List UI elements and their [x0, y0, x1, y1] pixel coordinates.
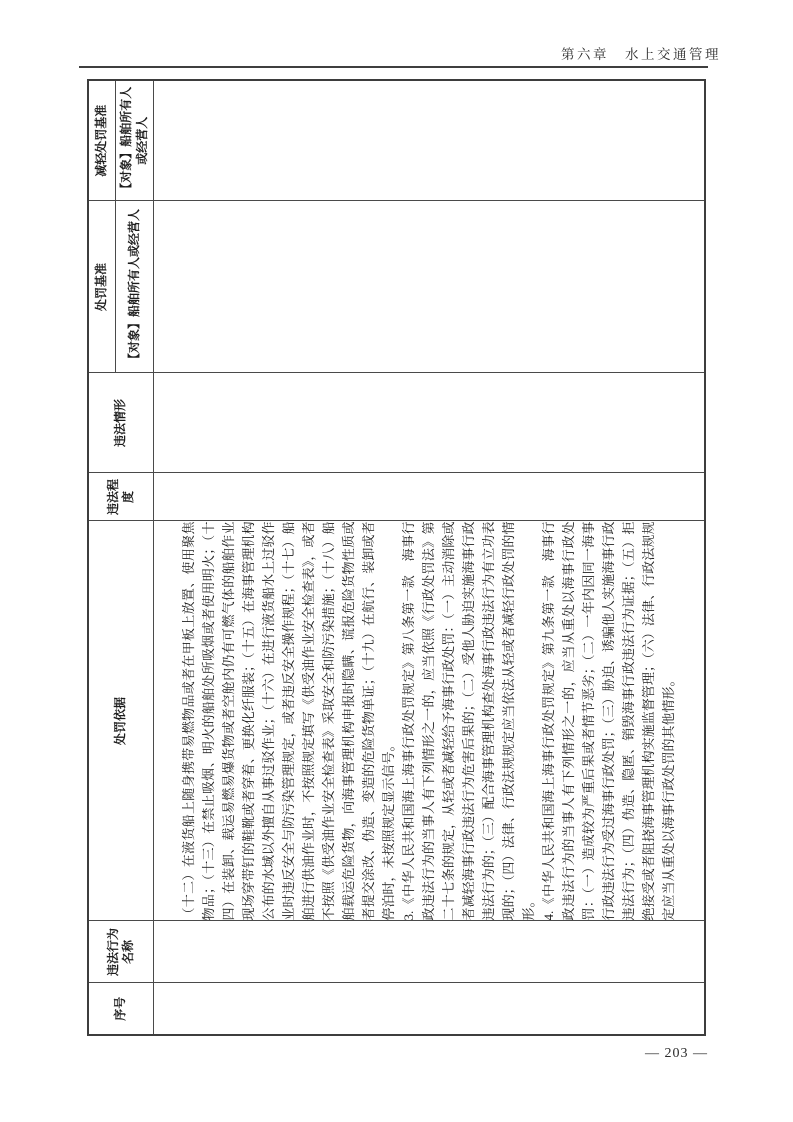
cell-violation-name	[153, 921, 705, 983]
page-number: — 203 —	[645, 1046, 708, 1061]
header-punishment-benchmark: 处罚基准	[88, 201, 115, 373]
cell-mitigated-benchmark	[153, 80, 705, 201]
cell-penalty-basis	[153, 521, 705, 921]
penalty-basis-paragraph-3: 4.《中华人民共和国海上海事行政处罚规定》第九条第一款 海事行政违法行为的当事人有下列情形之一的，应当从重处以海事行政处罚：（一）造成较为严重后果或者情节恶劣；（二）一年内因同一海事行政违法行为受过海事行政处罚；（三）胁迫、诱骗他人实施海事行政违法行为；（四）伪造、隐匿、销毁海事行政违法行为证据；（五）拒绝接受或者阻挠海事管理机构实施监督管理；（六）法律、行政法规规定应当从重处以海事行政处罚的其他情形。	[540, 521, 676, 921]
header-penalty-basis: 处罚依据	[88, 521, 153, 921]
header-serial-number: 序号	[88, 983, 153, 1035]
header-row-titles	[88, 80, 115, 1035]
header-rule	[79, 66, 708, 68]
header-violation-name-label: 违法行为名称	[105, 928, 135, 977]
penalty-basis-paragraph-2: 3.《中华人民共和国海上海事行政处罚规定》第八条第一款 海事行政违法行为的当事人有下列情形之一的，应当依照《行政处罚法》第二十七条的规定，从轻或者减轻给予海事行政处罚：（一）主动消除或者减轻海事行政违法行为危害后果的；（二）受他人胁迫实施海事行政违法行为的；（三）配合海事管理机构查处海事行政违法行为有立功表现的；（四）法律、行政法规规定应当依法从轻或者减轻行政处罚的情形。	[400, 521, 536, 921]
data-row	[153, 80, 705, 1035]
running-head: 第六章 水上交通管理	[561, 47, 721, 62]
cell-violation-circumstance	[153, 373, 705, 473]
cell-serial-number	[153, 983, 705, 1035]
header-violation-degree: 违法程度	[88, 473, 153, 521]
penalty-basis-paragraph-1: （十二）在液货船上随身携带易燃物品或者在甲板上放置、使用聚焦物品；（十三）在禁止吸烟、明火的船舶处所吸烟或者使用明火；（十四）在装卸、载运易燃易爆货物或者空舱内仍有可燃气体的船舶作业现场穿带钉的鞋靴或者穿着、更换化纤服装；（十五）在海事管理机构公布的水域以外擅自从事过驳作业；（十六）在进行液货船水上过驳作业时违反安全与防污染管理规定，或者违反安全操作规程；（十七）船舶进行供油作业时，不按照规定填写《供受油作业安全检查表》，或者不按照《供受油作业安全检查表》采取安全和防污染措施；（十八）船舶载运危险货物，向海事管理机构申报时隐瞒、谎报危险货物性质或者提交涂改、伪造、变造的危险货物单证；（十九）在航行、装卸或者停泊时，未按照规定显示信号。	[180, 521, 396, 921]
punishment-benchmark-object: 【对象】船舶所有人或经营人	[115, 201, 153, 373]
cell-violation-degree	[153, 473, 705, 521]
header-violation-circumstance: 违法情形	[88, 373, 153, 473]
rotated-table-viewport	[87, 81, 706, 1037]
header-mitigated-punishment-benchmark: 减轻处罚基准	[88, 80, 115, 201]
header-violation-name	[88, 921, 153, 983]
penalty-table	[87, 79, 706, 1036]
mitigated-benchmark-object: 【对象】船舶所有人或经营人	[115, 80, 153, 201]
rotated-table-container	[87, 81, 706, 1036]
cell-punishment-benchmark	[153, 201, 705, 373]
